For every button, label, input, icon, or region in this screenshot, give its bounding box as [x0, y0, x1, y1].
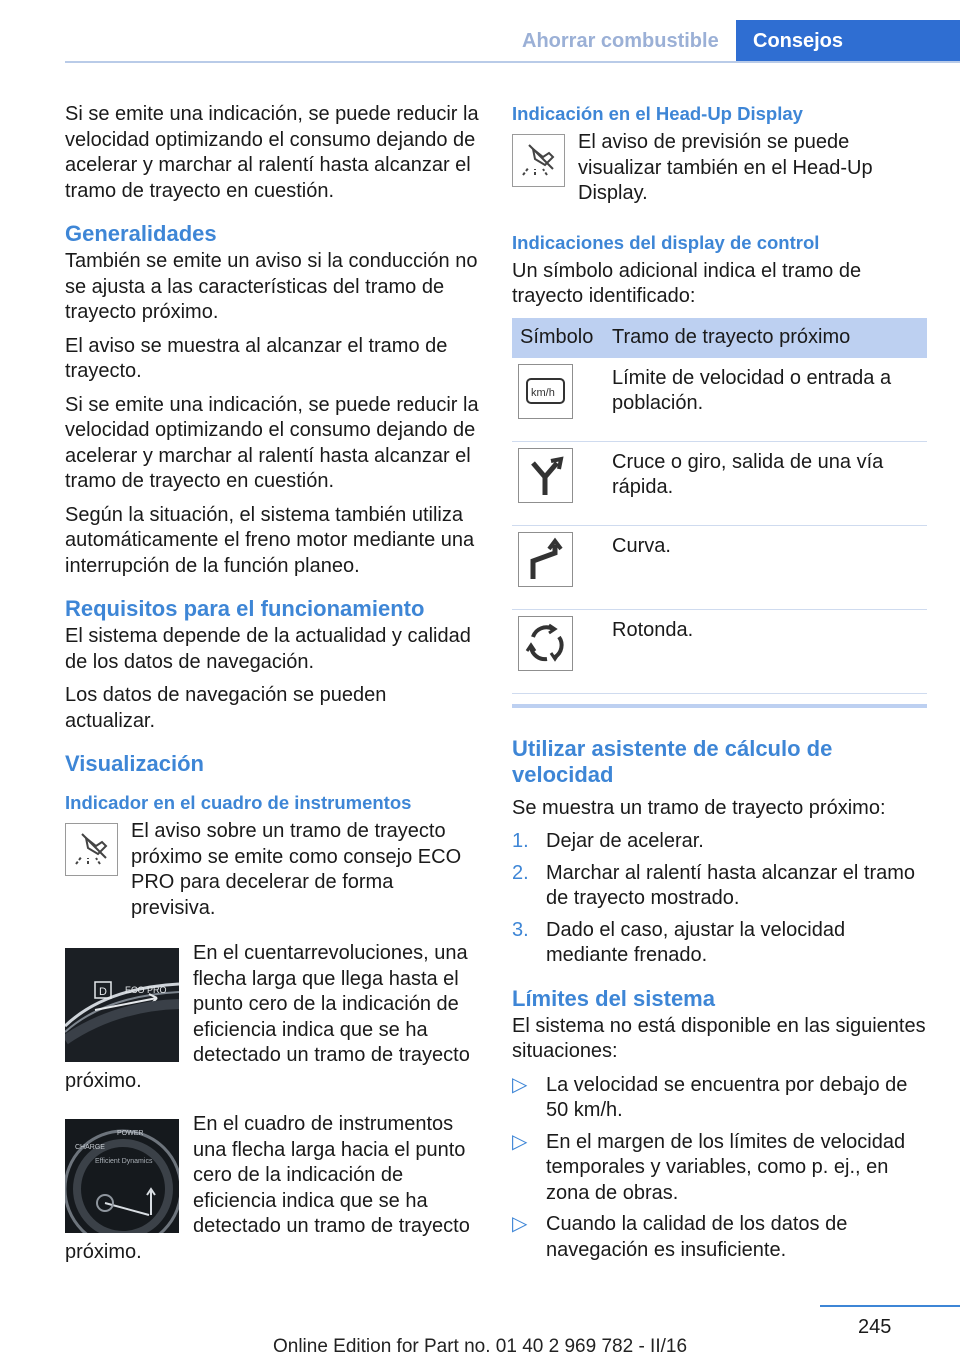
power-label: POWER: [117, 1130, 144, 1137]
instrument-cluster-photo: [65, 1119, 179, 1233]
table-cell: Límite de velocidad o entrada a población.: [604, 358, 927, 442]
heading-visualizacion: Visualización: [65, 751, 204, 776]
paragraph: Si se emite una indicación, se puede reducir la velocidad optimizando el consumo dejando de acelerar y marchar al ralentí hasta alcanzar el tramo de trayecto en cuestión.: [65, 393, 479, 492]
header-divider: [65, 61, 960, 63]
eco-pro-hint-row: [65, 819, 480, 921]
heading-generalidades: Generalidades: [65, 221, 217, 246]
table-cell: Curva.: [604, 525, 927, 609]
tachometer-photo: [65, 948, 179, 1062]
steps-list: [512, 829, 927, 969]
list-item: ▷ La velocidad se encuentra por debajo de 50 km/h.: [512, 1073, 908, 1121]
table-row: [512, 525, 927, 609]
paragraph: El aviso de previsión se puede visualizar también en el Head-Up Display.: [578, 131, 873, 204]
efficient-dynamics-label: Efficient Dynamics: [95, 1158, 153, 1165]
speed-unit-label: km/h: [531, 386, 555, 399]
section-tab[interactable]: Ahorrar combustible: [522, 30, 719, 52]
triangle-bullet-icon: ▷: [512, 1130, 528, 1153]
subheading-control-display: Indicaciones del display de control: [512, 231, 820, 253]
paragraph: También se emite un aviso si la conducción no se ajusta a las características del tramo de trayecto próximo.: [65, 250, 478, 323]
table-header-symbol: Símbolo: [512, 318, 604, 358]
triangle-bullet-icon: ▷: [512, 1213, 528, 1235]
table-row: [512, 609, 927, 693]
paragraph: El sistema no está disponible en las siguientes situaciones:: [512, 1014, 926, 1062]
paragraph: El aviso sobre un tramo de trayecto próximo se emite como consejo ECO PRO para decelerar de forma previsiva.: [131, 820, 462, 919]
table-row: [512, 358, 927, 442]
left-column: [65, 102, 480, 1283]
table-cell: Cruce o giro, salida de una vía rápida.: [604, 441, 927, 525]
limits-list: [512, 1073, 927, 1264]
subheading-hud: Indicación en el Head-Up Display: [512, 103, 803, 124]
foot-off-pedal-icon: [512, 134, 565, 187]
paragraph: Se muestra un tramo de trayecto próximo:: [512, 796, 886, 819]
heading-requisitos: Requisitos para el funcionamiento: [65, 596, 425, 621]
intro-paragraph: Si se emite una indicación, se puede reducir la velocidad optimizando el consumo dejando de acelerar y marchar al ralentí hasta alcanzar el tramo de trayecto en cuestión.: [65, 103, 479, 202]
charge-label: CHARGE: [75, 1144, 105, 1151]
list-item: ▷ En el margen de los límites de velocidad temporales y variables, como p. ej., en zona de obras.: [512, 1130, 906, 1204]
heading-limites: Límites del sistema: [512, 985, 715, 1011]
gear-indicator-label: D: [99, 986, 107, 998]
edition-footer: Online Edition for Part no. 01 40 2 969 782 - II/16: [272, 1336, 688, 1357]
tachometer-row: [65, 941, 480, 1094]
page-header: [0, 0, 960, 62]
speed-limit-icon: [518, 364, 573, 419]
list-item: 1. Dejar de acelerar.: [512, 830, 704, 852]
paragraph: En el cuadro de instrumentos una flecha larga hacia el punto cero de la indicación de eficiencia indica que se ha detectado un tramo de trayecto próximo.: [65, 1113, 470, 1263]
table-header-section: Tramo de trayecto próximo: [604, 318, 927, 358]
subheading-cuadro: Indicador en el cuadro de instrumentos: [65, 792, 412, 813]
heading-asistente: Utilizar asistente de cálculo de velocidad: [512, 735, 833, 787]
foot-off-pedal-icon: [65, 823, 118, 876]
instrument-cluster-row: [65, 1112, 480, 1265]
list-item: 2. Marchar al ralentí hasta alcanzar el tramo de trayecto mostrado.: [512, 861, 916, 909]
list-item: 3. Dado el caso, ajustar la velocidad mediante frenado.: [512, 918, 846, 966]
page-number: 245: [858, 1316, 892, 1338]
table-cell: Rotonda.: [604, 609, 927, 693]
symbol-table: [512, 318, 927, 694]
list-item: ▷ Cuando la calidad de los datos de navegación es insuficiente.: [512, 1213, 848, 1261]
paragraph: Un símbolo adicional indica el tramo de trayecto identificado:: [512, 259, 862, 307]
paragraph: Los datos de navegación se pueden actualizar.: [65, 684, 387, 732]
roundabout-icon: [518, 616, 573, 671]
paragraph: El aviso se muestra al alcanzar el tramo de trayecto.: [65, 334, 448, 382]
paragraph: En el cuentarrevoluciones, una flecha larga que llega hasta el punto cero de la indicación de eficiencia indica que se ha detectado un tramo de trayecto próximo.: [65, 942, 470, 1092]
junction-icon: [518, 448, 573, 503]
hud-hint-row: [512, 130, 927, 207]
table-bottom-rule: [512, 704, 927, 708]
table-header-row: [512, 318, 927, 358]
curve-icon: [518, 532, 573, 587]
table-row: [512, 441, 927, 525]
paragraph: Según la situación, el sistema también utiliza automáticamente el freno motor mediante una interrupción de la función planeo.: [65, 503, 475, 577]
page-number-rule: [820, 1305, 960, 1307]
right-column: [512, 102, 927, 1269]
active-tab[interactable]: Consejos: [736, 20, 960, 62]
paragraph: El sistema depende de la actualidad y calidad de los datos de navegación.: [65, 625, 471, 673]
eco-pro-label: ECO PRO: [125, 985, 167, 995]
triangle-bullet-icon: ▷: [512, 1073, 528, 1096]
